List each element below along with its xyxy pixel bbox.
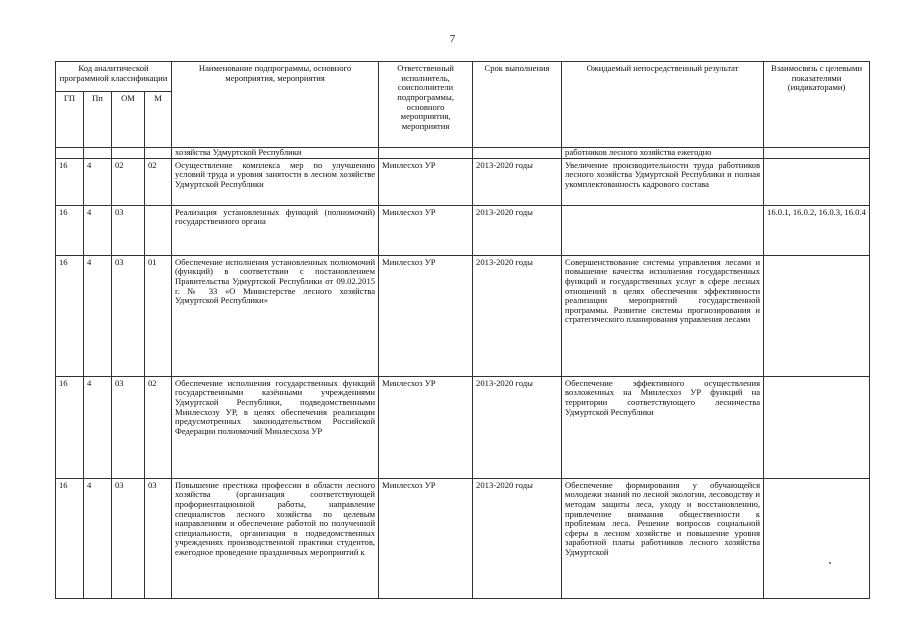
cell-responsible: Минлесхоз УР — [379, 255, 473, 376]
header-link: Взаимосвязь с целевыми показателями (индикаторами) — [764, 62, 870, 148]
cell-result: Совершенствование системы управления лесами и повышение качества исполнения государственных функций и государственных услуг в сфере лесных отношений в целях обеспечения эффективности реализации мероприятий государственной программы. Развитие системы прогнозирования и стратегического планирования управления лесами — [562, 255, 764, 376]
cell-name: Обеспечение исполнения государственных функций государственными казёнными учреждениями Удмуртской Республики, подведомственными Минлесхозу УР, в целях обеспечения реализации предусмотренных законодательством Российской Федерации полномочий Минлесхоза УР — [172, 376, 379, 478]
cell-om: 03 — [112, 255, 145, 376]
cell-gp: 16 — [56, 478, 84, 598]
cell-pp: 4 — [84, 478, 112, 598]
cell-responsible: Минлесхоз УР — [379, 205, 473, 255]
carry-name: хозяйства Удмуртской Республики — [172, 148, 379, 159]
cell-responsible: Минлесхоз УР — [379, 478, 473, 598]
table-row — [56, 376, 870, 478]
cell-term: 2013-2020 годы — [473, 255, 562, 376]
page-number: 7 — [449, 33, 456, 45]
cell-gp: 16 — [56, 205, 84, 255]
cell-gp: 16 — [56, 376, 84, 478]
header-code-group: Код аналитической программной классификации — [56, 62, 172, 92]
cell-responsible: Минлесхоз УР — [379, 158, 473, 205]
cell-name: Реализация установленных функций (полномочий) государственного органа — [172, 205, 379, 255]
header-term: Срок выполнения — [473, 62, 562, 148]
cell-om: 03 — [112, 376, 145, 478]
cell-name: Повышение престижа профессии в области лесного хозяйства (организация соответствующей профориентационной работы, направление специалистов лесного хозяйства по целевым направлениям и обеспечение работой по полученной специальности, организация в подведомственных учреждениях производственной практики студентов, ежегодное проведение праздничных мероприятий к — [172, 478, 379, 598]
carry-result: работников лесного хозяйства ежегодно — [562, 148, 764, 159]
cell-term: 2013-2020 годы — [473, 376, 562, 478]
program-table — [55, 61, 870, 599]
table-row — [56, 158, 870, 205]
cell-pp: 4 — [84, 205, 112, 255]
header-gp: ГП — [56, 92, 84, 148]
cell-term: 2013-2020 годы — [473, 205, 562, 255]
cell-link — [764, 158, 870, 205]
cell-om: 03 — [112, 478, 145, 598]
cell-term: 2013-2020 годы — [473, 478, 562, 598]
cell-result: Обеспечение формирования у обучающейся молодежи знаний по лесной экологии, лесоводству и методам защиты леса, уходу и восстановлению, привлечение внимания общественности к проблемам леса. Решение вопросов социальной сферы в лесном хозяйстве и повышение уровня заработной платы работников лесного хозяйства Удмуртской — [562, 478, 764, 598]
cell-result — [562, 205, 764, 255]
cell-m: 03 — [145, 478, 172, 598]
cell-gp: 16 — [56, 255, 84, 376]
cell-m: 02 — [145, 158, 172, 205]
header-result: Ожидаемый непосредственный результат — [562, 62, 764, 148]
header-name: Наименование подпрограммы, основного мероприятия, мероприятия — [172, 62, 379, 148]
cell-term: 2013-2020 годы — [473, 158, 562, 205]
header-pp: Пп — [84, 92, 112, 148]
cell-pp: 4 — [84, 158, 112, 205]
table-row — [56, 255, 870, 376]
table-row — [56, 478, 870, 598]
cell-link — [764, 255, 870, 376]
header-responsible: Ответственный исполнитель, соисполнители подпрограммы, основного мероприятия, мероприятия — [379, 62, 473, 148]
cell-gp: 16 — [56, 158, 84, 205]
cell-pp: 4 — [84, 255, 112, 376]
cell-m — [145, 205, 172, 255]
cell-m: 02 — [145, 376, 172, 478]
cell-name: Осуществление комплекса мер по улучшению условий труда и уровня занятости в лесном хозяйстве Удмуртской Республики — [172, 158, 379, 205]
cell-name: Обеспечение исполнения установленных полномочий (функций) в соответствии с постановлением Правительства Удмуртской Республики от 09.02.2015 г. № 33 «О Министерстве лесного хозяйства Удмуртской Республики» — [172, 255, 379, 376]
cell-pp: 4 — [84, 376, 112, 478]
header-om: ОМ — [112, 92, 145, 148]
cell-result: Обеспечение эффективного осуществления возложенных на Минлесхоз УР функций на территории соответствующего лесничества Удмуртской Республики — [562, 376, 764, 478]
cell-link — [764, 478, 870, 598]
cell-om: 02 — [112, 158, 145, 205]
cell-link — [764, 376, 870, 478]
table-row — [56, 205, 870, 255]
header-m: М — [145, 92, 172, 148]
cell-link: 16.0.1, 16.0.2, 16.0.3, 16.0.4 — [764, 205, 870, 255]
cell-m: 01 — [145, 255, 172, 376]
table-row — [56, 148, 870, 159]
cell-result: Увеличение производительности труда работников лесного хозяйства Удмуртской Республики и полная укомплектованность кадрового состава — [562, 158, 764, 205]
scan-speck — [829, 562, 831, 564]
cell-responsible: Минлесхоз УР — [379, 376, 473, 478]
cell-om: 03 — [112, 205, 145, 255]
